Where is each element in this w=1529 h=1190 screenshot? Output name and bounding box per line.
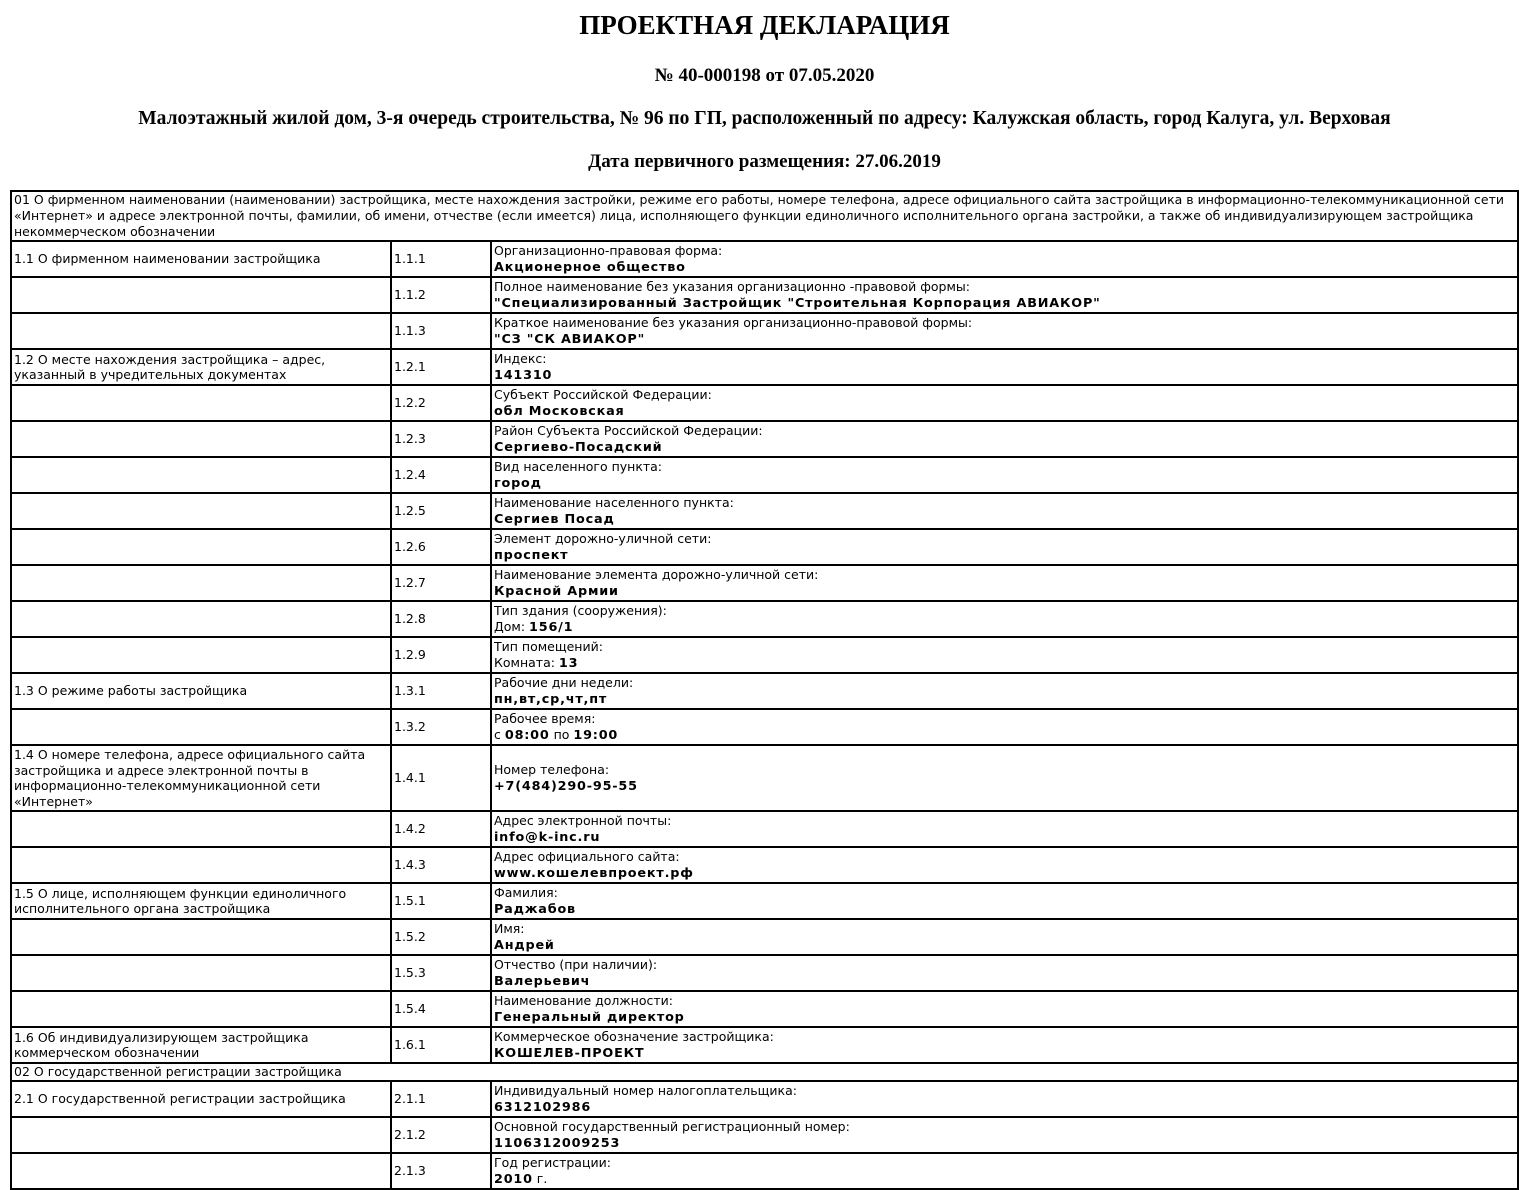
field-value-bold-segment: "СЗ "СК АВИАКОР" — [494, 331, 646, 347]
row-code-cell: 1.2.6 — [391, 529, 491, 565]
row-value-cell — [491, 745, 1518, 811]
field-label: Элемент дорожно-уличной сети: — [494, 531, 712, 546]
row-section-cell: 1.6 Об индивидуализирующем застройщика коммерческом обозначении — [11, 1027, 391, 1063]
table-row — [11, 811, 1518, 847]
field-value — [494, 547, 1514, 564]
row-value-cell — [491, 493, 1518, 529]
table-section-header-row — [11, 191, 1518, 241]
row-code-cell: 1.2.5 — [391, 493, 491, 529]
field-value — [494, 655, 1514, 672]
field-value — [494, 778, 1514, 795]
table-row — [11, 313, 1518, 349]
row-code-cell: 1.5.4 — [391, 991, 491, 1027]
field-value-bold-segment: обл Московская — [494, 403, 625, 419]
row-value-cell — [491, 313, 1518, 349]
field-value — [494, 1135, 1514, 1152]
row-section-cell — [11, 847, 391, 883]
table-row — [11, 349, 1518, 385]
table-row — [11, 883, 1518, 919]
field-value-bold-segment: 6312102986 — [494, 1099, 592, 1115]
row-value-cell — [491, 241, 1518, 277]
field-value — [494, 439, 1514, 456]
row-section-cell — [11, 637, 391, 673]
field-value-bold-segment: www.кошелевпроект.рф — [494, 865, 694, 881]
field-value-regular-segment: Комната: — [494, 654, 559, 670]
field-value — [494, 1171, 1514, 1188]
row-section-cell: 1.5 О лице, исполняющем функции единоличного исполнительного органа застройщика — [11, 883, 391, 919]
field-value-bold-segment: Валерьевич — [494, 973, 591, 989]
row-value-cell — [491, 883, 1518, 919]
field-value-bold-segment: КОШЕЛЕВ-ПРОЕКТ — [494, 1045, 645, 1061]
row-section-cell — [11, 313, 391, 349]
field-label: Адрес электронной почты: — [494, 813, 672, 828]
row-value-cell — [491, 673, 1518, 709]
row-code-cell: 1.3.2 — [391, 709, 491, 745]
row-value-cell — [491, 385, 1518, 421]
field-value — [494, 901, 1514, 918]
field-value-bold-segment: Акционерное общество — [494, 259, 686, 275]
field-value-regular-segment: с — [494, 726, 505, 742]
table-row — [11, 277, 1518, 313]
field-value — [494, 403, 1514, 420]
row-section-cell — [11, 457, 391, 493]
field-label: Тип здания (сооружения): — [494, 603, 667, 618]
field-value-bold-segment: 156/1 — [529, 619, 574, 635]
field-value — [494, 511, 1514, 528]
field-value-bold-segment: Сергиев Посад — [494, 511, 615, 527]
field-value-bold-segment: "Специализированный Застройщик "Строительная Корпорация АВИАКОР" — [494, 295, 1101, 311]
row-code-cell: 1.1.3 — [391, 313, 491, 349]
row-value-cell — [491, 1081, 1518, 1117]
field-label: Наименование должности: — [494, 993, 673, 1008]
row-section-cell — [11, 493, 391, 529]
row-section-cell: 1.1 О фирменном наименовании застройщика — [11, 241, 391, 277]
field-label: Год регистрации: — [494, 1155, 611, 1170]
table-row — [11, 673, 1518, 709]
field-label: Полное наименование без указания организационно -правовой формы: — [494, 279, 970, 294]
field-value-bold-segment: +7(484)290-95-55 — [494, 778, 638, 794]
row-value-cell — [491, 847, 1518, 883]
row-section-cell — [11, 421, 391, 457]
field-value-bold-segment: 13 — [558, 655, 579, 671]
field-value — [494, 1045, 1514, 1062]
row-value-cell — [491, 991, 1518, 1027]
row-section-cell — [11, 709, 391, 745]
row-value-cell — [491, 1153, 1518, 1189]
field-value-bold-segment: город — [494, 475, 542, 491]
row-section-cell: 1.2 О месте нахождения застройщика – адрес, указанный в учредительных документах — [11, 349, 391, 385]
field-value — [494, 829, 1514, 846]
row-value-cell — [491, 277, 1518, 313]
row-value-cell — [491, 601, 1518, 637]
field-value — [494, 691, 1514, 708]
table-row — [11, 385, 1518, 421]
field-label: Номер телефона: — [494, 762, 610, 777]
row-section-cell — [11, 955, 391, 991]
field-label: Фамилия: — [494, 885, 558, 900]
row-section-cell: 1.4 О номере телефона, адресе официального сайта застройщика и адресе электронной почты в информационно-телекоммуникационной сети «Интернет» — [11, 745, 391, 811]
row-value-cell — [491, 565, 1518, 601]
row-code-cell: 1.5.1 — [391, 883, 491, 919]
row-section-cell — [11, 1153, 391, 1189]
field-value-bold-segment: 2010 — [494, 1171, 533, 1187]
row-section-cell — [11, 991, 391, 1027]
table-row — [11, 529, 1518, 565]
row-code-cell: 1.2.3 — [391, 421, 491, 457]
table-row — [11, 1153, 1518, 1189]
row-code-cell: 2.1.3 — [391, 1153, 491, 1189]
object-description: Малоэтажный жилой дом, 3-я очередь строительства, № 96 по ГП, расположенный по адресу: Калужская область, город Калуга, ул. Верховая — [138, 108, 1391, 129]
table-row — [11, 955, 1518, 991]
row-value-cell — [491, 421, 1518, 457]
field-label: Отчество (при наличии): — [494, 957, 658, 972]
field-value-bold-segment: пн,вт,ср,чт,пт — [494, 691, 608, 707]
field-value — [494, 331, 1514, 348]
row-section-cell: 2.1 О государственной регистрации застройщика — [11, 1081, 391, 1117]
table-row — [11, 457, 1518, 493]
placement-date: Дата первичного размещения: 27.06.2019 — [588, 151, 941, 172]
row-value-cell — [491, 955, 1518, 991]
field-value — [494, 475, 1514, 492]
row-code-cell: 1.6.1 — [391, 1027, 491, 1063]
table-row — [11, 1027, 1518, 1063]
field-value-bold-segment: 08:00 — [504, 727, 550, 743]
row-code-cell: 1.4.1 — [391, 745, 491, 811]
row-code-cell: 1.5.3 — [391, 955, 491, 991]
table-row — [11, 601, 1518, 637]
field-value — [494, 583, 1514, 600]
row-code-cell: 1.1.2 — [391, 277, 491, 313]
row-code-cell: 1.1.1 — [391, 241, 491, 277]
field-value-bold-segment: 19:00 — [573, 727, 619, 743]
row-code-cell: 1.2.9 — [391, 637, 491, 673]
table-row — [11, 847, 1518, 883]
field-value-bold-segment: Сергиево-Посадский — [494, 439, 663, 455]
declaration-number: № 40-000198 от 07.05.2020 — [654, 65, 875, 86]
table-row — [11, 745, 1518, 811]
row-code-cell: 2.1.2 — [391, 1117, 491, 1153]
row-section-cell — [11, 385, 391, 421]
row-section-cell — [11, 1117, 391, 1153]
declaration-title: ПРОЕКТНАЯ ДЕКЛАРАЦИЯ — [579, 10, 950, 40]
field-value-regular-segment: г. — [532, 1170, 548, 1186]
row-section-cell — [11, 565, 391, 601]
declaration-table-body — [11, 191, 1518, 1189]
field-label: Рабочее время: — [494, 711, 596, 726]
document-header — [0, 0, 1529, 173]
table-row — [11, 1081, 1518, 1117]
field-value — [494, 367, 1514, 384]
field-value-bold-segment: Андрей — [494, 937, 555, 953]
field-value-bold-segment: 1106312009253 — [494, 1135, 621, 1151]
row-code-cell: 1.4.2 — [391, 811, 491, 847]
table-row — [11, 637, 1518, 673]
field-value — [494, 1009, 1514, 1026]
table-row — [11, 493, 1518, 529]
table-row — [11, 709, 1518, 745]
row-value-cell — [491, 709, 1518, 745]
field-value — [494, 1099, 1514, 1116]
field-value — [494, 259, 1514, 276]
field-value — [494, 619, 1514, 636]
field-label: Наименование населенного пункта: — [494, 495, 734, 510]
field-value-regular-segment: Дом: — [494, 618, 530, 634]
field-value — [494, 865, 1514, 882]
row-section-cell — [11, 601, 391, 637]
row-code-cell: 1.2.4 — [391, 457, 491, 493]
row-section-cell: 1.3 О режиме работы застройщика — [11, 673, 391, 709]
field-label: Вид населенного пункта: — [494, 459, 663, 474]
table-row — [11, 991, 1518, 1027]
field-label: Коммерческое обозначение застройщика: — [494, 1029, 774, 1044]
field-value-bold-segment: Раджабов — [494, 901, 576, 917]
field-value-bold-segment: 141310 — [494, 367, 553, 383]
field-label: Рабочие дни недели: — [494, 675, 634, 690]
section-header-text: 02 О государственной регистрации застройщика — [11, 1063, 1518, 1081]
row-code-cell: 1.4.3 — [391, 847, 491, 883]
field-value-regular-segment: по — [549, 726, 574, 742]
field-label: Район Субъекта Российской Федерации: — [494, 423, 763, 438]
row-code-cell: 1.2.2 — [391, 385, 491, 421]
field-label: Основной государственный регистрационный номер: — [494, 1119, 850, 1134]
table-row — [11, 241, 1518, 277]
row-code-cell: 1.2.7 — [391, 565, 491, 601]
row-value-cell — [491, 529, 1518, 565]
field-label: Тип помещений: — [494, 639, 603, 654]
field-value-bold-segment: Генеральный директор — [494, 1009, 685, 1025]
table-row — [11, 919, 1518, 955]
table-row — [11, 565, 1518, 601]
row-code-cell: 1.3.1 — [391, 673, 491, 709]
row-code-cell: 1.5.2 — [391, 919, 491, 955]
field-value — [494, 937, 1514, 954]
row-section-cell — [11, 919, 391, 955]
row-section-cell — [11, 277, 391, 313]
field-label: Имя: — [494, 921, 525, 936]
row-value-cell — [491, 637, 1518, 673]
field-label: Наименование элемента дорожно-уличной сети: — [494, 567, 819, 582]
field-label: Индивидуальный номер налогоплательщика: — [494, 1083, 797, 1098]
row-section-cell — [11, 811, 391, 847]
table-row — [11, 421, 1518, 457]
row-value-cell — [491, 1117, 1518, 1153]
table-row — [11, 1117, 1518, 1153]
field-value — [494, 727, 1514, 744]
field-label: Субъект Российской Федерации: — [494, 387, 712, 402]
section-header-text: 01 О фирменном наименовании (наименовании) застройщика, месте нахождения застройки, режиме его работы, номере телефона, адресе официального сайта застройщика в информационно-телекоммуникационной сети «Интернет» и адресе электронной почты, фамилии, об имени, отчестве (если имеется) лица, исполняющего функции единоличного исполнительного органа застройки, а также об индивидуализирующем застройщика некоммерческом обозначении — [11, 191, 1518, 241]
field-label: Адрес официального сайта: — [494, 849, 680, 864]
table-section-header-row — [11, 1063, 1518, 1081]
declaration-table — [10, 190, 1519, 1190]
row-value-cell — [491, 1027, 1518, 1063]
row-value-cell — [491, 919, 1518, 955]
row-value-cell — [491, 457, 1518, 493]
row-code-cell: 2.1.1 — [391, 1081, 491, 1117]
row-code-cell: 1.2.1 — [391, 349, 491, 385]
row-code-cell: 1.2.8 — [391, 601, 491, 637]
field-label: Индекс: — [494, 351, 547, 366]
field-value — [494, 295, 1514, 312]
row-section-cell — [11, 529, 391, 565]
field-label: Организационно-правовая форма: — [494, 243, 723, 258]
row-value-cell — [491, 349, 1518, 385]
field-value-bold-segment: проспект — [494, 547, 569, 563]
field-value-bold-segment: info@k-inc.ru — [494, 829, 601, 845]
field-label: Краткое наименование без указания организационно-правовой формы: — [494, 315, 973, 330]
row-value-cell — [491, 811, 1518, 847]
field-value — [494, 973, 1514, 990]
field-value-bold-segment: Красной Армии — [494, 583, 619, 599]
